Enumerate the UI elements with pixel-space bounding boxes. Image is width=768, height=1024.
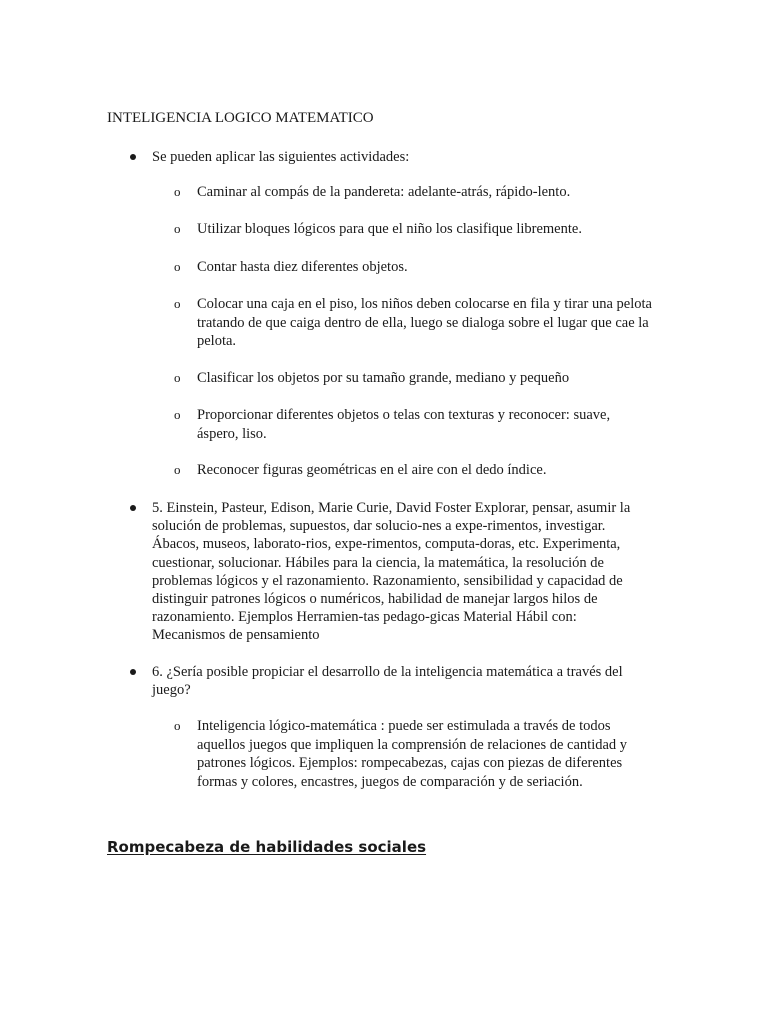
sub-item (174, 406, 652, 443)
sub-item (174, 717, 652, 791)
bullet-item-question (152, 663, 652, 699)
sub-bullet-marker: o (174, 718, 181, 733)
sub-item-text: Utilizar bloques lógicos para que el niño los clasifique libremente. (197, 221, 582, 237)
sub-bullet-marker: o (174, 259, 181, 274)
sub-item (174, 295, 652, 351)
sub-item-text: Reconocer figuras geométricas en el aire con el dedo índice. (197, 462, 547, 478)
sub-item (174, 461, 652, 480)
bullet-item-activities (152, 148, 652, 166)
sub-item-text: Contar hasta diez diferentes objetos. (197, 259, 408, 275)
sub-bullet-marker: o (174, 462, 181, 477)
sub-bullet-marker: o (174, 407, 181, 422)
sub-item-text: Caminar al compás de la pandereta: adelante-atrás, rápido-lento. (197, 184, 571, 200)
bullet-dot-icon (130, 154, 136, 160)
sub-item-text: Clasificar los objetos por su tamaño grande, mediano y pequeño (197, 370, 570, 386)
sub-item (174, 183, 652, 202)
document-title: INTELIGENCIA LOGICO MATEMATICO (107, 110, 374, 126)
sub-bullet-marker: o (174, 296, 181, 311)
sub-item (174, 220, 652, 239)
section-heading: Rompecabeza de habilidades sociales (107, 838, 427, 856)
sub-item-text: Colocar una caja en el piso, los niños deben colocarse en fila y tirar una pelota tratando de que caiga dentro de ella, luego se dialoga sobre el lugar que cae la pelota. (197, 296, 652, 350)
bullet-item-scientists (152, 499, 652, 645)
sub-bullet-marker: o (174, 370, 181, 385)
sub-bullet-marker: o (174, 221, 181, 236)
bullet-dot-icon (130, 505, 136, 511)
sub-item-text: Proporcionar diferentes objetos o telas con texturas y reconocer: suave, áspero, liso. (197, 407, 611, 442)
sub-item (174, 258, 652, 277)
bullet-dot-icon (130, 669, 136, 675)
sub-bullet-marker: o (174, 184, 181, 199)
bullet-text: 5. Einstein, Pasteur, Edison, Marie Curie, David Foster Explorar, pensar, asumir la solución de problemas, supuestos, dar solucio-nes a expe-rimentos, investigar. Ábacos, museos, laborato-rios, expe-rimentos, computa-doras, etc. Experimenta, cuestionar, solucionar. Hábiles para la ciencia, la matemática, la resolución de problemas lógicos y el razonamiento. Razonamiento, sensibilidad y capacidad de distinguir patrones lógicos o numéricos, habilidad de manejar largos hilos de razonamiento. Ejemplos Herramien-tas pedago-gicas Material Hábil con: Mecanismos de pensamiento (152, 500, 631, 644)
bullet-text: 6. ¿Sería posible propiciar el desarrollo de la inteligencia matemática a través del juego? (152, 664, 623, 699)
bullet-text: Se pueden aplicar las siguientes actividades: (152, 149, 410, 165)
sub-item-text: Inteligencia lógico-matemática : puede ser estimulada a través de todos aquellos juegos que impliquen la comprensión de relaciones de cantidad y patrones lógicos. Ejemplos: rompecabezas, cajas con piezas de diferentes formas y colores, encastres, juegos de comparación y de seriación. (197, 718, 628, 790)
sub-item (174, 369, 652, 388)
